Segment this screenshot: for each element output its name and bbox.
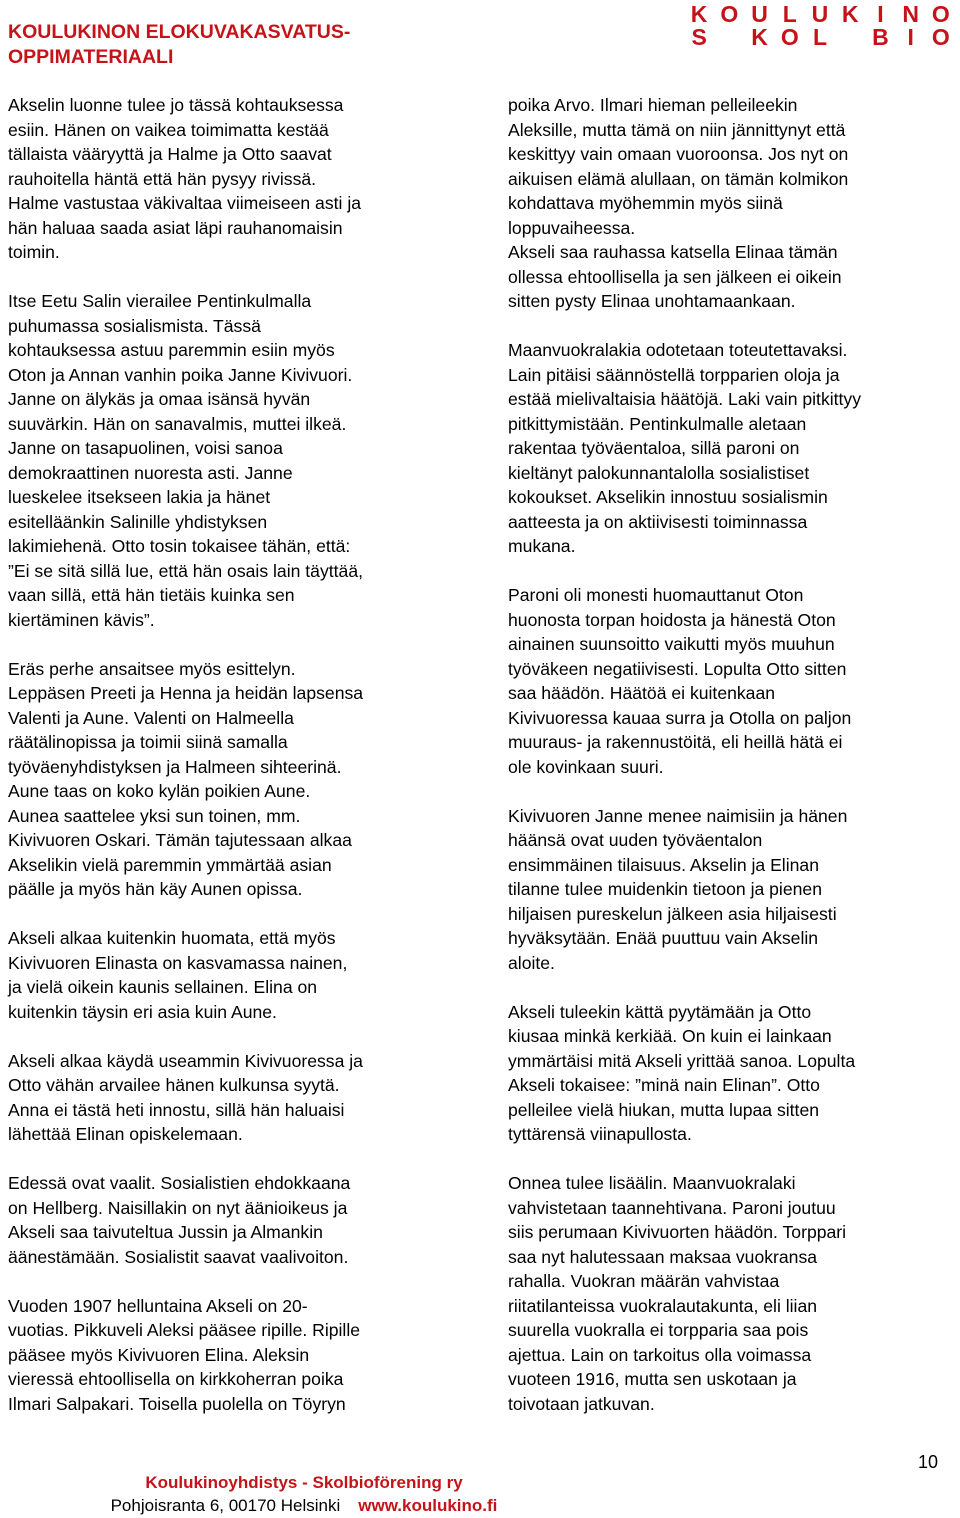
text-line: Vuoden 1907 helluntaina Akseli on 20- — [8, 1295, 308, 1316]
text-line: kuitenkin täysin eri asia kuin Aune. — [8, 1001, 277, 1022]
text-line: kiusaa minkä kerkiää. On kuin ei lainkaan — [508, 1026, 832, 1046]
text-line: rahalla. Vuokran määrän vahvistaa — [508, 1271, 780, 1291]
text-line: Itse Eetu Salin vierailee Pentinkulmalla — [8, 291, 312, 311]
footer-address-line — [0, 1495, 784, 1517]
text-line: toimin. — [8, 242, 60, 262]
text-line: poika Arvo. Ilmari hieman pelleileekin — [508, 95, 798, 115]
text-line: Akseli saa rauhassa katsella Elinaa tämän — [508, 242, 838, 262]
text-line: Kivivuoren Oskari. Tämän tajutessaan alkaa — [8, 830, 352, 850]
text-line: Valenti ja Aune. Valenti on Halmeella — [8, 707, 294, 728]
text-line: Akseli alkaa käydä useammin Kivivuoressa ja — [8, 1050, 363, 1071]
text-line: Lain pitäisi säännöstellä torpparien oloja ja — [508, 364, 840, 385]
text-line: vuotias. Pikkuveli Aleksi pääsee ripille. Ripille — [8, 1320, 361, 1340]
text-line: päälle ja myös hän käy Aunen opissa. — [8, 879, 303, 899]
text-line: ollessa ehtoollisella ja sen jälkeen ei oikein — [508, 266, 842, 287]
text-line: räätälinopissa ja toimii siinä samalla — [8, 732, 288, 752]
text-line: Aunea saattelee yksi sun toinen, mm. — [8, 805, 301, 826]
text-line: äänestämään. Sosialistit saavat vaalivoiton. — [8, 1246, 349, 1267]
text-line: saa häädön. Häätöä ei kuitenkaan — [508, 683, 776, 703]
text-line: lakimiehenä. Otto tosin tokaisee tähän, että: — [8, 536, 351, 556]
text-line: Kivivuoren Elinasta on kasvamassa nainen, — [8, 952, 348, 973]
koulukino-skolbio-logo — [684, 3, 956, 48]
text-line: Otto vähän arvailee hänen kulkunsa syytä. — [8, 1075, 340, 1095]
text-line: esitelläänkin Salinille yhdistyksen — [8, 511, 268, 532]
paragraph — [8, 1049, 448, 1147]
right-text-column — [508, 93, 948, 1441]
text-line: riitatilanteissa vuokralautakunta, eli liian — [508, 1295, 818, 1316]
text-line: ”Ei se sitä sillä lue, että hän osais lain täyttää, — [8, 560, 363, 581]
text-line: toivotaan jatkuvan. — [508, 1393, 655, 1414]
text-line: pääsee myös Kivivuoren Elina. Aleksin — [8, 1344, 310, 1365]
paragraph — [8, 289, 448, 632]
logo-letter: U — [811, 1, 829, 27]
text-line: Eräs perhe ansaitsee myös esittelyn. — [8, 658, 296, 679]
text-line: vahvistetaan taannehtivana. Paroni joutuu — [508, 1197, 836, 1218]
logo-letter: B — [872, 24, 889, 50]
text-line: ensimmäinen tilaisuus. Akselin ja Elinan — [508, 854, 819, 875]
paragraph — [508, 804, 948, 976]
text-line: Akselin luonne tulee jo tässä kohtauksessa — [8, 95, 344, 115]
text-line: loppuvaiheessa. — [508, 217, 636, 238]
paragraph — [8, 1171, 448, 1269]
text-line: Leppäsen Preeti ja Henna ja heidän lapsensa — [8, 683, 364, 703]
text-line: on Hellberg. Naisillakin on nyt äänioikeus ja — [8, 1197, 348, 1218]
paragraph — [8, 657, 448, 902]
text-line: Ilmari Salpakari. Toisella puolella on Töyryn — [8, 1393, 346, 1414]
text-line: ymmärtäisi mitä Akseli yrittää sanoa. Lopulta — [508, 1050, 856, 1071]
text-line: keskittyy vain omaan vuoroonsa. Jos nyt on — [508, 144, 849, 164]
text-line: hän haluaa saada asiat läpi rauhanomaisin — [8, 217, 343, 238]
text-line: ole kovinkaan suuri. — [508, 756, 664, 777]
text-line: Janne on älykäs ja omaa isänsä hyvän — [8, 389, 311, 409]
text-line: esiin. Hänen on vaikea toimimatta kestää — [8, 119, 329, 140]
text-line: Maanvuokralakia odotetaan toteutettavaksi. — [508, 340, 848, 360]
text-line: ajettua. Lain on tarkoitus olla voimassa — [508, 1344, 812, 1365]
text-line: ainainen suunsoitto vaikutti myös muuhun — [508, 634, 835, 654]
logo-skolbio-row — [684, 26, 956, 48]
page-number: 10 — [918, 1452, 939, 1472]
text-line: tällaista vääryyttä ja Halme ja Otto saavat — [8, 144, 332, 164]
text-line: Akseli alkaa kuitenkin huomata, että myös — [8, 928, 336, 948]
text-line: tyttärensä viinapullosta. — [508, 1124, 692, 1144]
text-line: Oton ja Annan vanhin poika Janne Kivivuori. — [8, 364, 353, 385]
header-title-line-2: OPPIMATERIAALI — [8, 46, 174, 68]
text-line: ja vielä oikein kaunis sellainen. Elina on — [8, 977, 318, 997]
paragraph — [508, 93, 948, 314]
text-line: pelleilee vielä hiukan, mutta lupaa sitten — [508, 1099, 820, 1120]
logo-letter: K — [841, 1, 859, 27]
logo-letter: L — [812, 24, 828, 50]
text-line: vuoteen 1916, mutta sen uskotaan ja — [508, 1369, 797, 1389]
text-line: saa nyt halutessaan maksaa vuokransa — [508, 1246, 818, 1267]
text-line: Akseli saa taivuteltua Jussin ja Almankin — [8, 1222, 323, 1242]
text-line: Akseli tokaisee: ”minä nain Elinan”. Otto — [508, 1075, 820, 1095]
text-line: työväkeen negatiivisesti. Lopulta Otto sitten — [508, 658, 847, 679]
text-line: tilanne tulee muidenkin tietoon ja pienen — [508, 879, 822, 899]
text-line: työväenyhdistyksen ja Halmeen sihteerinä. — [8, 756, 342, 777]
logo-letter: O — [720, 1, 739, 27]
paragraph — [508, 1000, 948, 1147]
logo-letter: I — [907, 24, 914, 50]
text-line: Kivivuoressa kauaa surra ja Otolla on paljon — [508, 707, 852, 728]
footer-website-link[interactable]: www.koulukino.fi — [358, 1496, 498, 1515]
logo-letter: L — [782, 1, 797, 27]
logo-letter: O — [931, 1, 950, 27]
text-line: puhumassa sosialismista. Tässä — [8, 315, 261, 336]
text-line: Akseli tuleekin kättä pyytämään ja Otto — [508, 1001, 812, 1022]
header-title-line-1: KOULUKINON ELOKUVAKASVATUS- — [8, 21, 351, 43]
text-line: Akselikin vielä paremmin ymmärtää asian — [8, 854, 332, 875]
text-line: siis perumaan Kivivuorten häädön. Torppari — [508, 1222, 847, 1242]
text-line: Anna ei tästä heti innostu, sillä hän haluaisi — [8, 1099, 345, 1120]
text-line: rauhoitella häntä että hän pysyy rivissä. — [8, 168, 317, 189]
logo-letter: S — [691, 24, 707, 50]
logo-letter: U — [751, 1, 768, 27]
text-line: demokraattinen nuoresta asti. Janne — [8, 462, 293, 483]
left-text-column — [8, 93, 448, 1441]
text-line: huonosta torpan hoidosta ja hänestä Oton — [508, 609, 836, 630]
text-line: aikuisen elämä alullaan, on tämän kolmikon — [508, 168, 849, 189]
text-line: lueskelee itsekseen lakia ja hänet — [8, 487, 271, 507]
text-line: vaan sillä, että hän tietäis kuinka sen — [8, 585, 295, 605]
text-line: vieressä ehtoollisella on kirkkoherran poika — [8, 1369, 344, 1389]
document-header-title — [8, 20, 428, 70]
logo-letter: O — [780, 24, 799, 50]
text-line: muuraus- ja rakennustöitä, eli heillä hätä ei — [508, 732, 843, 752]
text-line: hyväksytään. Enää puuttuu vain Akselin — [508, 928, 819, 948]
logo-letter: I — [877, 1, 884, 27]
text-line: hiljaisen pureskelun jälkeen asia hiljaisesti — [508, 903, 837, 924]
footer-organization: Koulukinoyhdistys - Skolbioförening ry — [145, 1473, 463, 1492]
text-line: aloite. — [508, 952, 555, 973]
text-line: aatteesta ja on aktiivisesti toiminnassa — [508, 511, 808, 532]
text-line: Onnea tulee lisäälin. Maanvuokralaki — [508, 1173, 796, 1193]
text-line: Aune taas on koko kylän poikien Aune. — [8, 781, 311, 801]
text-line: pitkittymistään. Pentinkulmalle aletaan — [508, 413, 807, 434]
text-line: Paroni oli monesti huomauttanut Oton — [508, 585, 804, 605]
text-line: Aleksille, mutta tämä on niin jännittynyt että — [508, 119, 846, 140]
text-line: lähettää Elinan opiskelemaan. — [8, 1124, 243, 1144]
paragraph — [508, 1171, 948, 1416]
text-line: kieltänyt palokunnantalolla sosialistiset — [508, 462, 810, 483]
text-line: rakentaa työväentaloa, sillä paroni on — [508, 438, 800, 458]
logo-letter: O — [931, 24, 950, 50]
text-line: häänsä ovat uuden työväentalon — [508, 830, 763, 850]
logo-letter: N — [902, 1, 919, 27]
text-line: Edessä ovat vaalit. Sosialistien ehdokkaana — [8, 1173, 351, 1193]
logo-letter: K — [751, 24, 768, 50]
text-line: suuvärkin. Hän on sanavalmis, muttei ilkeä. — [8, 413, 347, 434]
text-line: kohtauksessa astuu paremmin esiin myös — [8, 340, 335, 360]
text-line: mukana. — [508, 536, 576, 556]
paragraph — [8, 1294, 448, 1417]
text-line: kokoukset. Akselikin innostuu sosialismin — [508, 487, 828, 507]
paragraph — [508, 583, 948, 779]
text-line: estää mielivaltaisia häätöjä. Laki vain pitkittyy — [508, 389, 862, 409]
text-line: Kivivuoren Janne menee naimisiin ja hänen — [508, 805, 848, 826]
text-line: Halme vastustaa väkivaltaa viimeiseen asti ja — [8, 193, 362, 213]
text-line: sitten pysty Elinaa unohtamaankaan. — [508, 291, 796, 311]
paragraph — [508, 338, 948, 559]
logo-koulukino-row — [684, 3, 956, 25]
paragraph — [8, 926, 448, 1024]
text-line: Janne on tasapuolinen, voisi sanoa — [8, 438, 283, 458]
text-line: suurella vuokralla ei torpparia saa pois — [508, 1320, 809, 1340]
logo-letter: K — [690, 1, 708, 27]
footer-address: Pohjoisranta 6, 00170 Helsinki — [110, 1496, 341, 1515]
paragraph — [8, 93, 448, 265]
text-line: kiertäminen kävis”. — [8, 609, 155, 630]
text-line: kohdattava myöhemmin myös siinä — [508, 193, 783, 213]
